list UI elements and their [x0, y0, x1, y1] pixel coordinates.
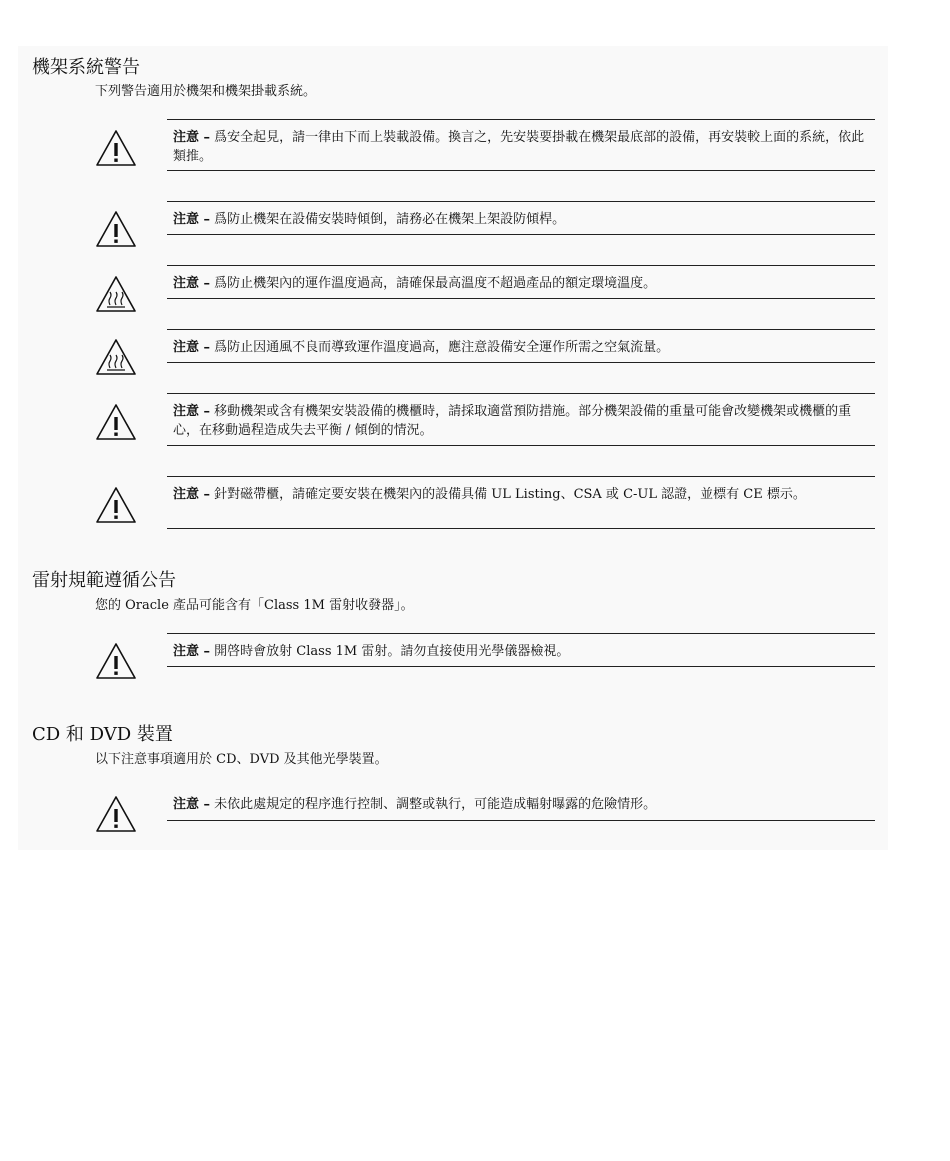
caution-label: 注意 – [173, 340, 211, 355]
caution-text [173, 642, 869, 661]
caution-text [173, 338, 869, 357]
caution-label: 注意 – [173, 487, 211, 502]
caution-block [167, 329, 875, 363]
section-title: 雷射規範遵循公告 [32, 570, 176, 591]
caution-text [173, 128, 869, 166]
section-title: 機架系統警告 [32, 57, 140, 78]
caution-block [167, 476, 875, 529]
caution-block [167, 119, 875, 171]
caution-label: 注意 – [173, 797, 211, 812]
caution-body: 開啓時會放射 Class 1M 雷射。請勿直接使用光學儀器檢視。 [214, 644, 570, 659]
caution-text [173, 485, 869, 504]
caution-block [167, 201, 875, 235]
section-intro: 下列警告適用於機架和機架掛載系統。 [95, 84, 317, 99]
warning-exclamation-icon [95, 403, 137, 441]
hot-surface-icon [95, 275, 137, 313]
caution-body: 移動機架或含有機架安裝設備的機櫃時，請採取適當預防措施。部分機架設備的重量可能會改變機架或機櫃的重心，在移動過程造成失去平衡 / 傾倒的情況。 [173, 404, 852, 438]
caution-body: 針對磁帶櫃，請確定要安裝在機架內的設備具備 UL Listing、CSA 或 C-UL 認證，並標有 CE 標示。 [214, 487, 806, 502]
warning-exclamation-icon [95, 210, 137, 248]
document-page [18, 46, 888, 850]
caution-label: 注意 – [173, 212, 211, 227]
caution-body: 未依此處規定的程序進行控制、調整或執行，可能造成輻射曝露的危險情形。 [214, 797, 657, 812]
warning-exclamation-icon [95, 486, 137, 524]
caution-label: 注意 – [173, 644, 211, 659]
caution-text [173, 210, 869, 229]
hot-surface-icon [95, 338, 137, 376]
caution-block [167, 265, 875, 299]
caution-body: 爲安全起見，請一律由下而上裝載設備。換言之，先安裝要掛載在機架最底部的設備，再安裝較上面的系統，依此類推。 [173, 130, 865, 164]
warning-exclamation-icon [95, 795, 137, 833]
caution-body: 爲防止機架在設備安裝時傾倒，請務必在機架上架設防傾桿。 [214, 212, 566, 227]
caution-label: 注意 – [173, 276, 211, 291]
caution-text [173, 274, 869, 293]
warning-exclamation-icon [95, 129, 137, 167]
caution-label: 注意 – [173, 130, 211, 145]
warning-exclamation-icon [95, 642, 137, 680]
caution-label: 注意 – [173, 404, 211, 419]
caution-body: 爲防止因通風不良而導致運作溫度過高，應注意設備安全運作所需之空氣流量。 [214, 340, 670, 355]
section-intro: 以下注意事項適用於 CD、DVD 及其他光學裝置。 [95, 752, 388, 767]
caution-text [173, 402, 869, 440]
caution-text [173, 795, 869, 814]
caution-block [167, 787, 875, 821]
section-title: CD 和 DVD 裝置 [32, 724, 173, 745]
caution-block [167, 393, 875, 446]
caution-block [167, 633, 875, 667]
caution-body: 爲防止機架內的運作溫度過高，請確保最高溫度不超過產品的額定環境溫度。 [214, 276, 657, 291]
section-intro: 您的 Oracle 產品可能含有「Class 1M 雷射收發器」。 [95, 598, 414, 613]
